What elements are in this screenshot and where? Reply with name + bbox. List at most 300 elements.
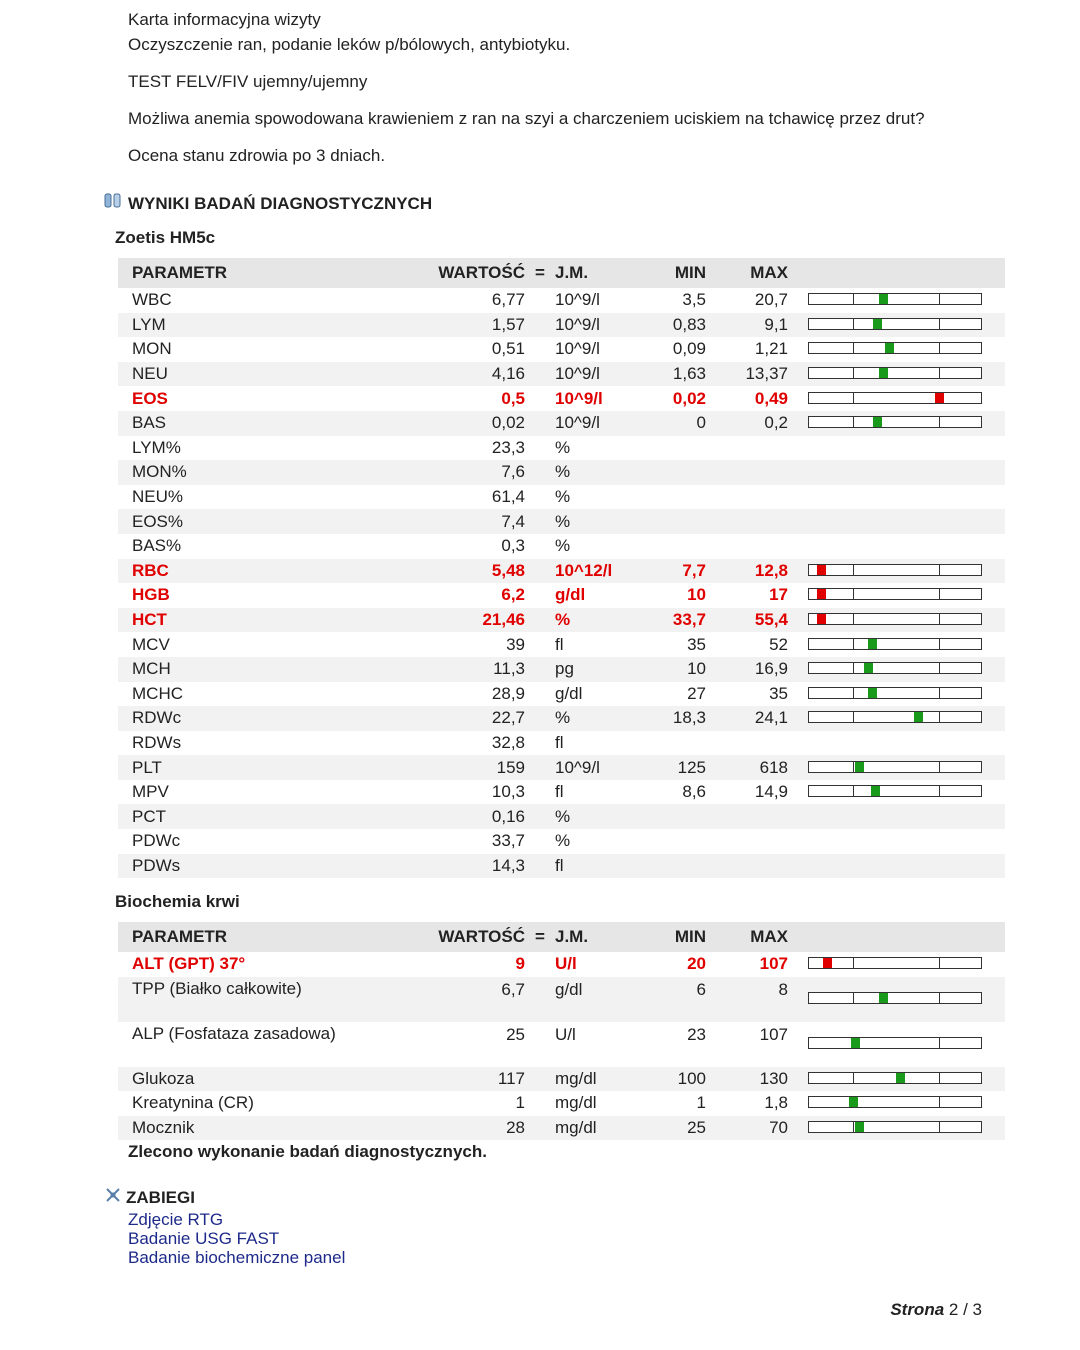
param-cell: Glukoza [118,1067,364,1092]
value-cell: 61,4 [491,487,525,507]
table-row [118,608,1005,633]
range-max-divider [939,688,940,698]
table-row [118,657,1005,682]
min-cell: 3,5 [682,290,706,310]
range-max-divider [939,589,940,599]
unit-cell: g/dl [555,977,653,1022]
range-min-divider [853,589,854,599]
max-cell [706,854,788,879]
table-row [118,460,1005,485]
table-row [118,854,1005,879]
eq-cell [525,509,555,534]
max-cell: 52 [769,634,788,654]
table-row [118,509,1005,534]
range-cell [788,682,1005,707]
param-cell: MCHC [132,683,183,703]
value-cell: 117 [364,1067,525,1092]
max-cell: 12,8 [706,559,788,584]
max-cell: 9,1 [706,313,788,338]
range-marker [873,417,882,427]
min-cell [653,460,706,485]
unit-cell: fl [555,854,653,879]
range-bar [808,392,982,404]
panel2-title: Biochemia krwi [115,892,240,911]
eq-cell [525,657,555,682]
hematology-table [118,258,1005,878]
range-bar [808,1072,982,1084]
range-cell [788,411,1005,436]
range-min-divider [853,1122,854,1132]
range-marker [896,1073,905,1083]
range-min-divider [853,343,854,353]
range-min-divider [853,1073,854,1083]
range-max-divider [939,993,940,1003]
range-max-divider [939,565,940,575]
range-cell [788,755,1005,780]
param-cell [118,1022,364,1067]
value-cell: 1 [515,1093,525,1113]
unit-cell: 10^9/l [555,755,653,780]
param-cell: EOS% [118,509,364,534]
range-min-divider [853,663,854,673]
max-cell [706,460,788,485]
col-range [788,922,1005,952]
value-cell: 11,3 [364,657,525,682]
param-cell: EOS [132,388,168,408]
max-cell: 107 [759,954,788,974]
param-cell: RBC [118,559,364,584]
param-cell [118,977,364,1022]
range-min-divider [853,614,854,624]
param-cell: LYM [118,313,364,338]
unit-cell: % [555,487,571,507]
table-row [118,559,1005,584]
panel1-title: Zoetis HM5c [115,228,216,247]
unit-cell: mg/dl [555,1093,597,1113]
range-max-divider [939,786,940,796]
range-cell [788,1116,1005,1141]
param-label: TPP (Białko całkowite) [132,978,302,998]
eq-cell [525,977,555,1022]
table-row [118,362,1005,387]
value-cell: 39 [506,634,525,654]
range-cell [788,313,1005,338]
range-max-divider [939,319,940,329]
range-bar [808,662,982,674]
value-cell: 0,02 [364,411,525,436]
table-row [118,288,1005,313]
eq-cell [525,731,555,756]
page-label: Strona [890,1300,945,1319]
range-cell [788,485,1005,510]
value-cell: 6,2 [501,585,525,605]
value-cell: 25 [506,1024,525,1044]
range-bar [808,342,982,354]
max-cell: 20,7 [754,290,788,310]
range-min-divider [853,639,854,649]
eq-cell [525,436,555,461]
page-number [890,1300,982,1320]
max-cell: 618 [706,755,788,780]
range-marker [935,393,944,403]
max-cell: 35 [769,683,788,703]
note-line: TEST FELV/FIV ujemny/ujemny [128,72,368,91]
param-cell: PCT [118,804,364,829]
eq-cell [525,829,555,854]
range-marker [868,639,877,649]
range-cell [788,780,1005,805]
col-max: MAX [706,258,788,288]
range-cell [788,1067,1005,1092]
unit-cell: % [555,437,571,457]
min-cell: 10 [653,657,706,682]
min-cell: 1 [696,1093,706,1113]
note-line: Możliwa anemia spowodowana krawieniem z ran na szyi a charczeniem uciskiem na tchawicę przez drut? [128,109,925,128]
min-cell: 35 [687,634,706,654]
range-cell [788,1091,1005,1116]
procedure-icon [104,1186,122,1209]
min-cell [653,854,706,879]
unit-cell: % [555,804,653,829]
max-cell: 70 [706,1116,788,1141]
param-cell: MCH [118,657,364,682]
page-total: 3 [972,1300,982,1319]
param-cell: Kreatynina (CR) [132,1093,254,1113]
range-min-divider [853,786,854,796]
range-bar [808,416,982,428]
param-cell: BAS [118,411,364,436]
range-min-divider [853,417,854,427]
procedure-item[interactable]: Zdjęcie RTG [128,1210,224,1229]
range-min-divider [853,688,854,698]
unit-cell: mg/dl [555,1067,653,1092]
note-line: Karta informacyjna wizyty [128,10,321,29]
range-marker [849,1097,858,1107]
param-cell: LYM% [132,437,181,457]
min-cell [653,509,706,534]
range-marker [855,762,864,772]
max-cell: 130 [706,1067,788,1092]
range-cell [788,386,1005,411]
unit-cell: 10^12/l [555,559,653,584]
range-cell [788,854,1005,879]
range-marker [864,663,873,673]
page-current: 2 [948,1300,959,1319]
range-min-divider [853,393,854,403]
range-bar [808,957,982,969]
param-cell: PDWs [118,854,364,879]
range-max-divider [939,368,940,378]
table-row [118,485,1005,510]
max-cell: 1,8 [764,1093,788,1113]
value-cell: 5,48 [364,559,525,584]
range-marker [873,319,882,329]
param-cell: MPV [132,782,169,802]
col-unit: J.M. [555,922,653,952]
range-max-divider [939,1038,940,1048]
range-max-divider [939,614,940,624]
max-cell: 1,21 [754,339,788,359]
range-marker [817,614,826,624]
range-bar [808,564,982,576]
value-cell: 22,7 [364,706,525,731]
value-cell: 7,4 [364,509,525,534]
range-marker [885,343,894,353]
range-marker [823,958,832,968]
procedure-item[interactable]: Badanie USG FAST [128,1229,280,1248]
min-cell [653,731,706,756]
value-cell: 28,9 [491,683,525,703]
unit-cell: g/dl [555,585,586,605]
procedures-title-text: ZABIEGI [126,1187,195,1207]
col-param: PARAMETR [118,922,364,952]
value-cell: 0,3 [501,536,525,556]
range-cell [788,731,1005,756]
range-cell [788,337,1005,362]
range-marker [868,688,877,698]
note-line: Oczyszczenie ran, podanie leków p/bólowych, antybiotyku. [128,35,571,54]
param-cell: WBC [132,290,172,310]
table-row [118,632,1005,657]
col-max: MAX [706,922,788,952]
unit-cell: 10^9/l [555,388,603,408]
unit-cell: % [555,831,571,851]
unit-cell: fl [555,782,564,802]
unit-cell: 10^9/l [555,313,653,338]
eq-cell [525,288,555,313]
range-min-divider [853,712,854,722]
table-row [118,313,1005,338]
eq-cell [525,362,555,387]
range-cell [788,362,1005,387]
eq-cell [525,313,555,338]
param-cell: NEU [118,362,364,387]
value-cell: 14,3 [364,854,525,879]
value-cell: 21,46 [364,608,525,633]
range-max-divider [939,663,940,673]
eq-cell [525,608,555,633]
value-cell: 4,16 [364,362,525,387]
range-max-divider [939,1122,940,1132]
table-row [118,706,1005,731]
range-min-divider [853,958,854,968]
col-unit: J.M. [555,258,653,288]
max-cell [706,436,788,461]
procedures-list [128,1210,345,1267]
range-min-divider [853,368,854,378]
unit-cell: U/l [555,1024,576,1044]
value-cell: 28 [364,1116,525,1141]
max-cell: 17 [769,585,788,605]
min-cell: 8,6 [682,782,706,802]
unit-cell: % [555,509,653,534]
min-cell: 25 [653,1116,706,1141]
range-cell [788,288,1005,313]
range-min-divider [853,762,854,772]
min-cell: 100 [653,1067,706,1092]
max-cell [706,731,788,756]
table-header [118,922,1005,952]
max-cell: 55,4 [706,608,788,633]
range-marker [879,993,888,1003]
range-bar [808,318,982,330]
range-cell [788,583,1005,608]
range-cell [788,657,1005,682]
unit-cell: pg [555,657,653,682]
biochemistry-table [118,922,1005,1140]
range-cell [788,706,1005,731]
min-cell: 6 [653,977,706,1022]
value-cell: 10,3 [491,782,525,802]
max-cell [706,829,788,854]
param-cell: HCT [118,608,364,633]
range-marker [871,786,880,796]
eq-cell [525,386,555,411]
col-range [788,258,1005,288]
unit-cell: 10^9/l [555,362,653,387]
min-cell: 10 [687,585,706,605]
range-min-divider [853,565,854,575]
param-cell: MCV [132,634,170,654]
unit-cell: mg/dl [555,1116,653,1141]
param-cell: MON% [118,460,364,485]
unit-cell: fl [555,732,564,752]
col-param: PARAMETR [118,258,364,288]
eq-cell [525,632,555,657]
param-cell: NEU% [132,487,184,507]
value-cell: 33,7 [491,831,525,851]
range-min-divider [853,993,854,1003]
table-row [118,1091,1005,1116]
max-cell: 107 [759,1024,788,1044]
range-marker [855,1122,864,1132]
range-max-divider [939,639,940,649]
table-row [118,755,1005,780]
eq-cell [525,460,555,485]
max-cell: 24,1 [706,706,788,731]
table-row [118,780,1005,805]
table-row [118,337,1005,362]
range-max-divider [939,958,940,968]
min-cell: 0,83 [653,313,706,338]
value-cell: 32,8 [491,732,525,752]
page-sep: / [958,1300,973,1319]
range-bar [808,711,982,723]
range-bar [808,367,982,379]
unit-cell: % [555,706,653,731]
table-row [118,1116,1005,1141]
range-cell [788,977,1005,1022]
max-cell: 8 [706,977,788,1022]
min-cell [653,436,706,461]
table-row [118,1022,1005,1067]
range-max-divider [939,343,940,353]
range-bar [808,1121,982,1133]
range-bar [808,687,982,699]
param-cell: Mocznik [118,1116,364,1141]
range-max-divider [939,417,940,427]
min-cell: 20 [687,954,706,974]
table-header [118,258,1005,288]
unit-cell: 10^9/l [555,339,600,359]
param-cell: PLT [118,755,364,780]
min-cell: 33,7 [653,608,706,633]
min-cell: 125 [653,755,706,780]
range-min-divider [853,319,854,329]
range-cell [788,509,1005,534]
value-cell: 0,16 [364,804,525,829]
min-cell: 27 [687,683,706,703]
eq-cell [525,559,555,584]
range-min-divider [853,294,854,304]
min-cell: 0,09 [672,339,706,359]
max-cell: 0,49 [754,388,788,408]
unit-cell: 10^9/l [555,290,600,310]
param-cell: ALT (GPT) 37° [132,954,246,974]
eq-cell [525,682,555,707]
eq-cell [525,804,555,829]
min-cell: 7,7 [653,559,706,584]
eq-cell [525,337,555,362]
unit-cell: fl [555,634,564,654]
range-cell [788,559,1005,584]
min-cell [653,829,706,854]
range-bar [808,992,982,1004]
range-cell [788,952,1005,977]
range-bar [808,293,982,305]
eq-cell [525,780,555,805]
range-cell [788,804,1005,829]
max-cell: 14,9 [754,782,788,802]
param-cell: RDWc [118,706,364,731]
col-eq: = [525,258,555,288]
table-row [118,411,1005,436]
min-cell [653,485,706,510]
value-cell: 7,6 [364,460,525,485]
param-cell: HGB [132,585,170,605]
col-value: WARTOŚĆ [364,922,525,952]
range-marker [879,368,888,378]
value-cell: 6,77 [491,290,525,310]
max-cell: 13,37 [706,362,788,387]
range-bar [808,638,982,650]
col-min: MIN [653,922,706,952]
col-min: MIN [653,258,706,288]
table-row [118,804,1005,829]
eq-cell [525,1022,555,1067]
table-row [118,977,1005,1022]
eq-cell [525,534,555,559]
unit-cell: % [555,536,571,556]
range-cell [788,460,1005,485]
unit-cell: g/dl [555,683,583,703]
procedure-item[interactable]: Badanie biochemiczne panel [128,1248,346,1267]
range-max-divider [939,1073,940,1083]
value-cell: 159 [364,755,525,780]
range-bar [808,588,982,600]
eq-cell [525,952,555,977]
test-tubes-icon [104,193,122,214]
min-cell: 0 [653,411,706,436]
range-cell [788,632,1005,657]
ordered-note: Zlecono wykonanie badań diagnostycznych. [128,1142,487,1161]
value-cell: 9 [515,954,525,974]
range-cell [788,608,1005,633]
max-cell: 16,9 [706,657,788,682]
max-cell: 0,2 [706,411,788,436]
param-cell: PDWc [132,831,181,851]
value-cell: 1,57 [364,313,525,338]
